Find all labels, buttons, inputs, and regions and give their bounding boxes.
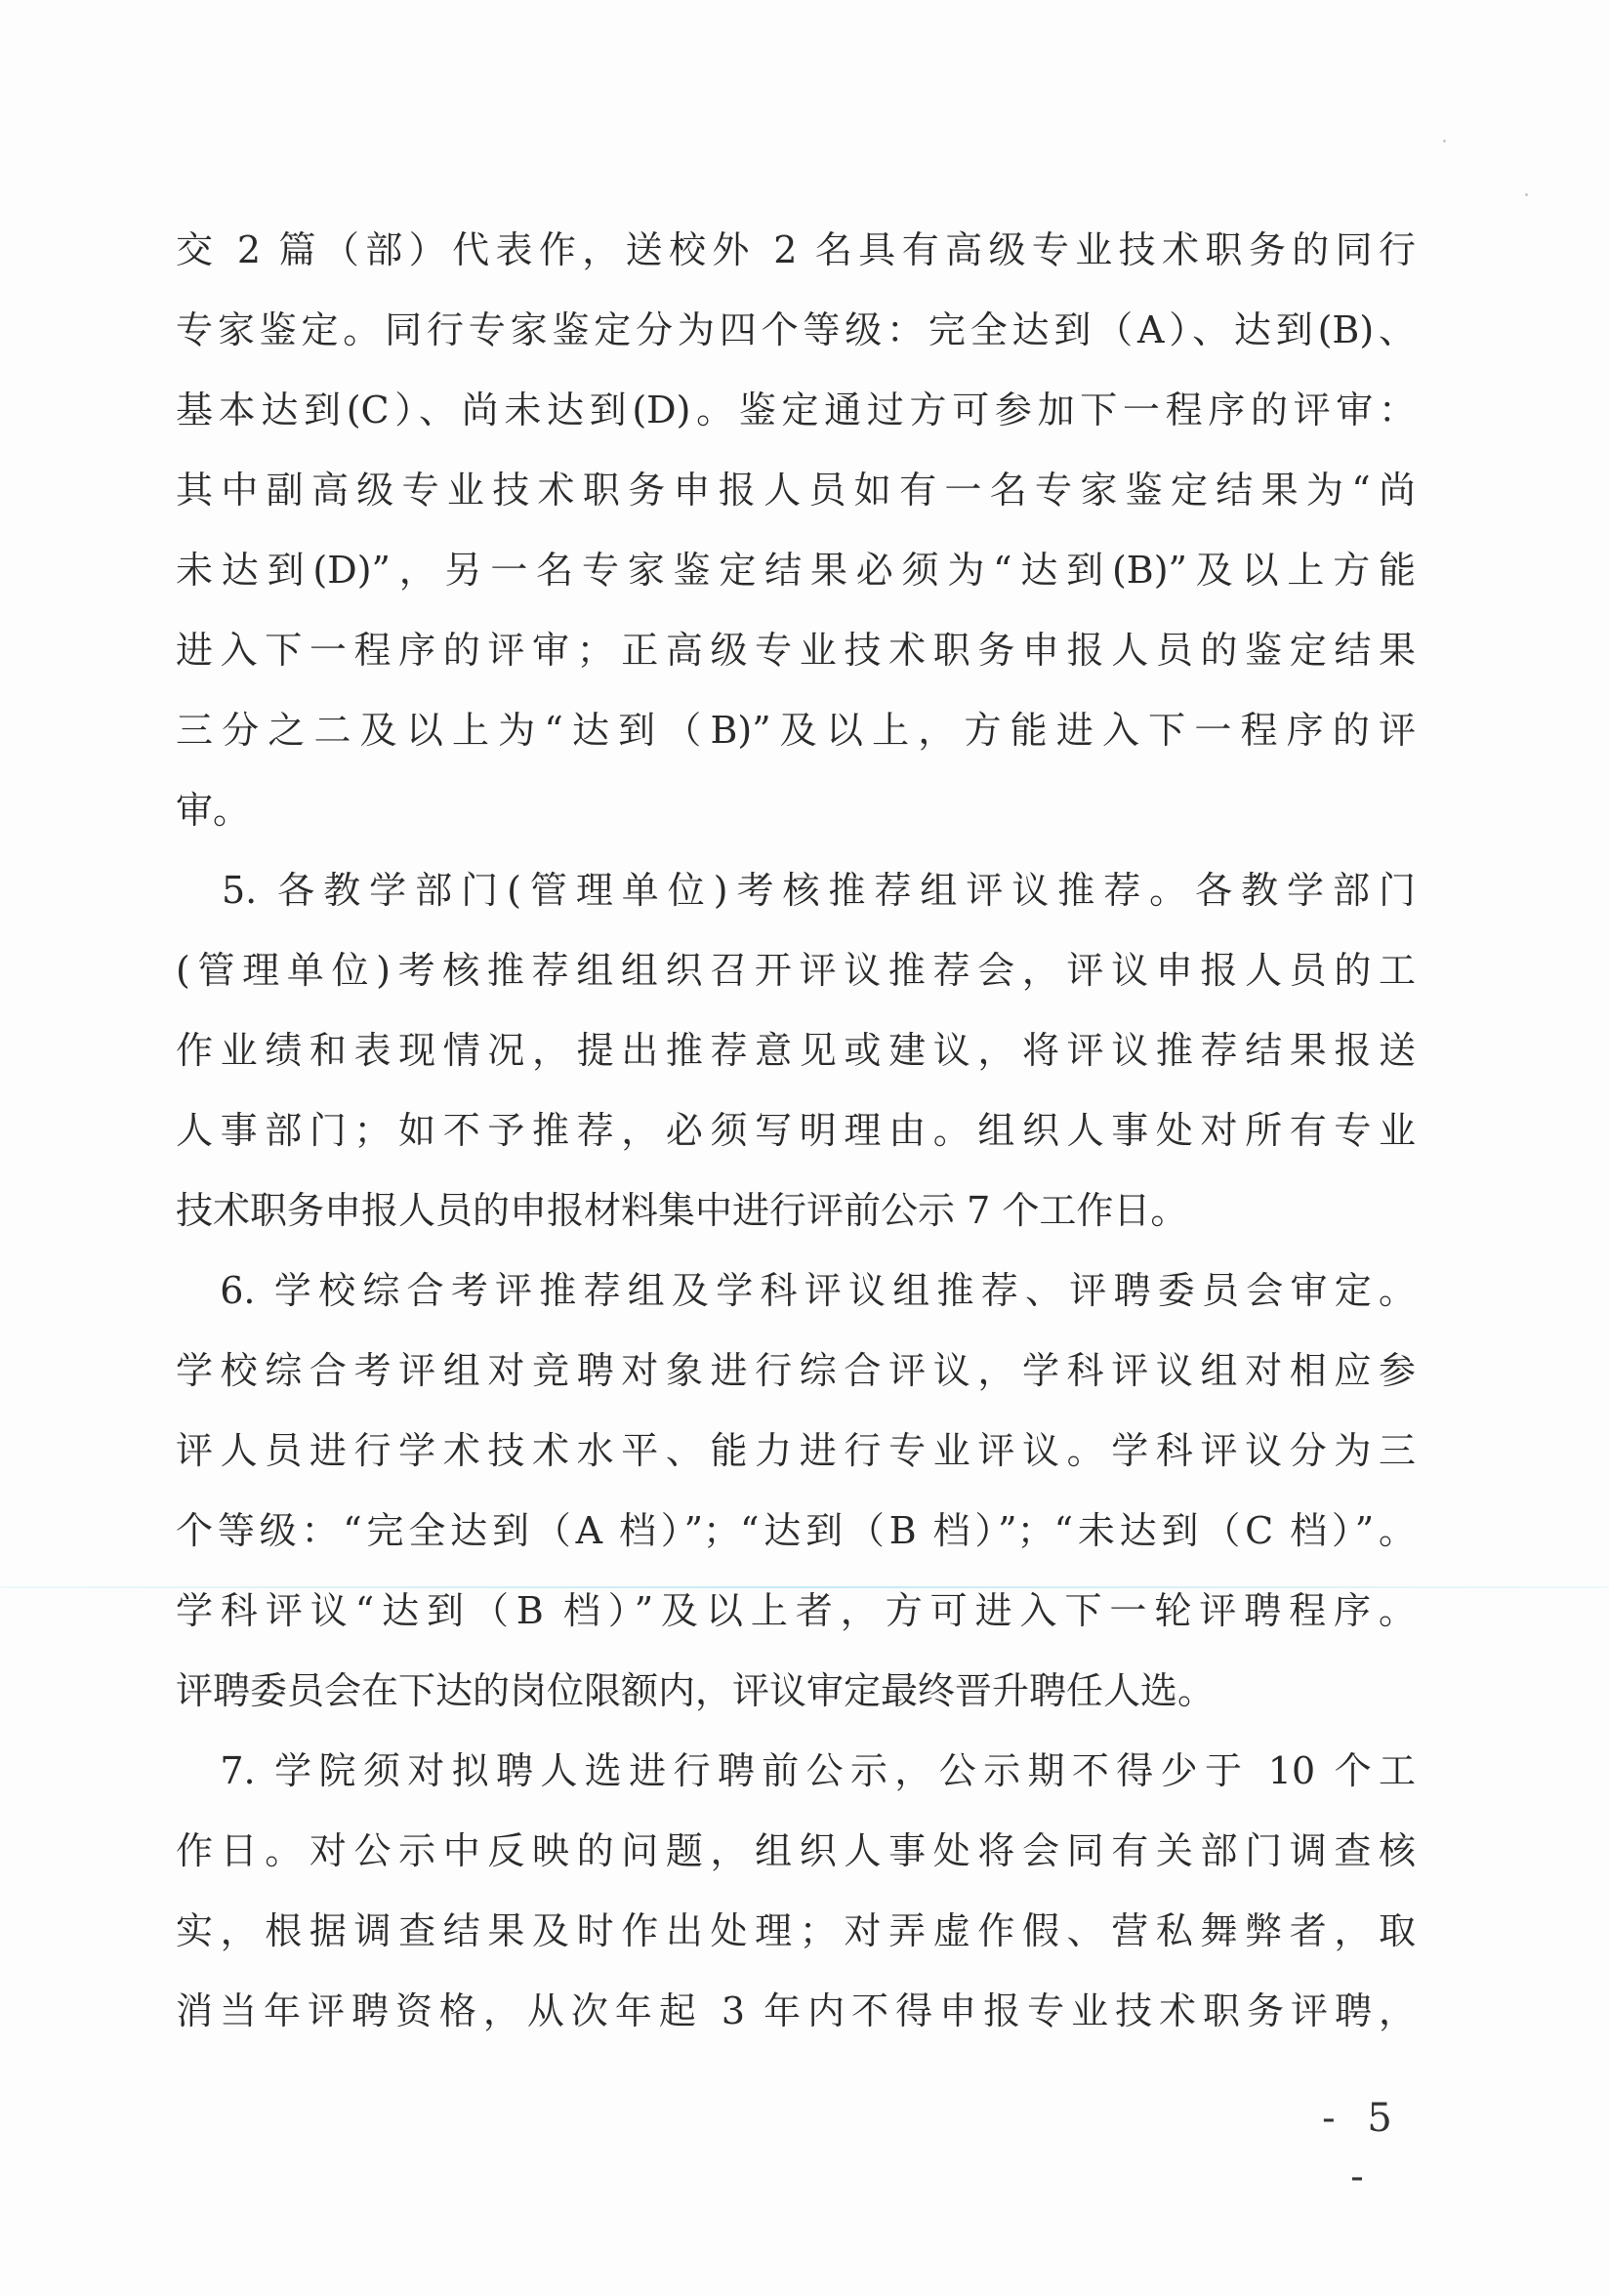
text-line: 个等级：“完全达到（A 档）”；“达到（B 档）”；“未达到（C 档）”。	[176, 1509, 1416, 1552]
text-line: 专家鉴定。同行专家鉴定分为四个等级：完全达到（A）、达到(B)、	[176, 308, 1416, 351]
text-line: 5. 各教学部门(管理单位)考核推荐组评议推荐。各教学部门	[176, 869, 1416, 912]
text-line: 人事部门；如不予推荐，必须写明理由。组织人事处对所有专业	[176, 1109, 1416, 1152]
text-line: 作日。对公示中反映的问题，组织人事处将会同有关部门调查核	[176, 1829, 1416, 1872]
text-line: (管理单位)考核推荐组组织召开评议推荐会，评议申报人员的工	[176, 949, 1416, 992]
text-line: 评人员进行学术技术水平、能力进行专业评议。学科评议分为三	[176, 1429, 1416, 1472]
text-line: 7. 学院须对拟聘人选进行聘前公示，公示期不得少于 10 个工	[176, 1749, 1416, 1792]
text-line: 6. 学校综合考评推荐组及学科评议组推荐、评聘委员会审定。	[176, 1269, 1416, 1312]
scan-artifact-line	[0, 1586, 1609, 1588]
page-number: - 5 -	[1322, 2096, 1402, 2199]
body-text	[176, 210, 1416, 2051]
text-line: 作业绩和表现情况，提出推荐意见或建议，将评议推荐结果报送	[176, 1029, 1416, 1072]
text-line: 学科评议“达到（B 档）”及以上者，方可进入下一轮评聘程序。	[176, 1589, 1416, 1632]
text-line: 消当年评聘资格，从次年起 3 年内不得申报专业技术职务评聘，	[176, 1989, 1416, 2032]
text-line: 审。	[176, 789, 251, 832]
text-line: 三分之二及以上为“达到（B)”及以上，方能进入下一程序的评	[176, 709, 1416, 752]
text-line: 交 2 篇（部）代表作，送校外 2 名具有高级专业技术职务的同行	[176, 228, 1416, 271]
text-line: 基本达到(C）、尚未达到(D)。鉴定通过方可参加下一程序的评审：	[176, 389, 1416, 431]
scan-speck	[1443, 140, 1446, 143]
text-line: 其中副高级专业技术职务申报人员如有一名专家鉴定结果为“尚	[176, 469, 1416, 512]
text-line: 技术职务申报人员的申报材料集中进行评前公示 7 个工作日。	[176, 1189, 1188, 1232]
text-line: 评聘委员会在下达的岗位限额内，评议审定最终晋升聘任人选。	[176, 1669, 1216, 1712]
text-line: 未达到(D)”，另一名专家鉴定结果必须为“达到(B)”及以上方能	[176, 549, 1416, 592]
scan-speck	[1525, 193, 1528, 196]
text-line: 实，根据调查结果及时作出处理；对弄虚作假、营私舞弊者，取	[176, 1909, 1416, 1952]
text-line: 进入下一程序的评审；正高级专业技术职务申报人员的鉴定结果	[176, 629, 1416, 672]
text-line: 学校综合考评组对竞聘对象进行综合评议，学科评议组对相应参	[176, 1349, 1416, 1392]
